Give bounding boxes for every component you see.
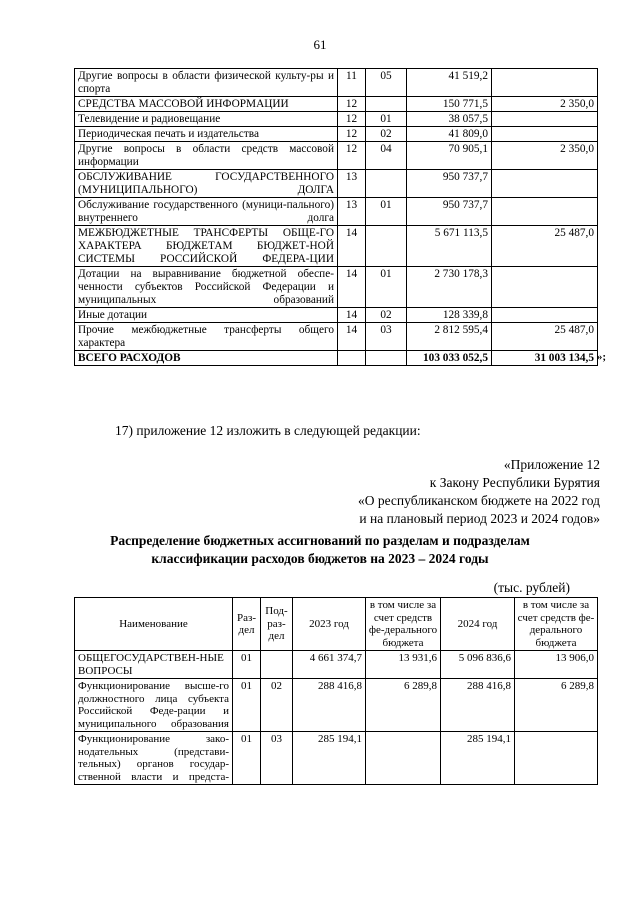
row-name: ОБСЛУЖИВАНИЕ ГОСУДАРСТВЕННОГО (МУНИЦИПАЛЬНОГО) ДОЛГА <box>75 170 338 198</box>
row-razdel: 12 <box>338 112 366 127</box>
table-row <box>75 732 598 785</box>
header-row <box>75 598 598 651</box>
row-federal <box>492 267 598 308</box>
total-amount: 103 033 052,5 <box>407 351 492 366</box>
row-name: МЕЖБЮДЖЕТНЫЕ ТРАНСФЕРТЫ ОБЩЕ-ГО ХАРАКТЕРА БЮДЖЕТАМ БЮДЖЕТ-НОЙ СИСТЕМЫ РОССИЙСКОЙ ФЕДЕРА-ЦИИ <box>75 226 338 267</box>
row-razdel: 01 <box>233 679 261 732</box>
row-amount: 128 339,8 <box>407 308 492 323</box>
row-name: Иные дотации <box>75 308 338 323</box>
row-amount: 950 737,7 <box>407 198 492 226</box>
title-line: Распределение бюджетных ассигнований по разделам и подразделам <box>110 533 530 548</box>
header-2023: 2023 год <box>293 598 366 651</box>
appendix-line: «О республиканском бюджете на 2022 год <box>357 493 600 508</box>
row-name: Дотации на выравнивание бюджетной обеспе-ченности субъектов Российской Федерации и муниципальных образований <box>75 267 338 308</box>
table-row <box>75 142 598 170</box>
row-name: Функционирование зако-нодательных (представи-тельных) органов государ-ственной власти и предста- <box>75 732 233 785</box>
title-line: классификации расходов бюджетов на 2023 – 2024 годы <box>151 551 489 566</box>
row-amount: 70 905,1 <box>407 142 492 170</box>
table-row <box>75 69 598 97</box>
row-name: Другие вопросы в области физической культу-ры и спорта <box>75 69 338 97</box>
units-label: (тыс. рублей) <box>493 580 570 595</box>
row-name: Прочие межбюджетные трансферты общего характера <box>75 323 338 351</box>
row-federal <box>492 112 598 127</box>
header-podrazdel: Под-раз-дел <box>261 598 293 651</box>
row-2024: 285 194,1 <box>441 732 515 785</box>
row-federal: 25 487,0 <box>492 226 598 267</box>
row-name: СРЕДСТВА МАССОВОЙ ИНФОРМАЦИИ <box>75 97 338 112</box>
page-number: 61 <box>313 37 327 52</box>
row-razdel: 14 <box>338 308 366 323</box>
header-federal-2024: в том числе за счет средств фе-дерального бюджета <box>515 598 598 651</box>
row-name: ОБЩЕГОСУДАРСТВЕН-НЫЕ ВОПРОСЫ <box>75 651 233 679</box>
row-razdel: 01 <box>233 732 261 785</box>
table-row <box>75 198 598 226</box>
row-podrazdel: 03 <box>261 732 293 785</box>
row-razdel: 14 <box>338 226 366 267</box>
row-federal <box>492 127 598 142</box>
row-razdel: 13 <box>338 198 366 226</box>
row-podrazdel: 05 <box>366 69 407 97</box>
table-row <box>75 679 598 732</box>
row-razdel: 14 <box>338 267 366 308</box>
row-federal: 2 350,0 <box>492 142 598 170</box>
row-razdel: 12 <box>338 127 366 142</box>
row-podrazdel <box>366 97 407 112</box>
row-podrazdel: 03 <box>366 323 407 351</box>
row-amount: 150 771,5 <box>407 97 492 112</box>
row-name: Другие вопросы в области средств массовой информации <box>75 142 338 170</box>
row-federal: 25 487,0 <box>492 323 598 351</box>
row-podrazdel: 02 <box>366 127 407 142</box>
row-federal-2023: 13 931,6 <box>366 651 441 679</box>
appendix-line: и на плановый период 2023 и 2024 годов» <box>359 511 600 526</box>
header-federal-2023: в том числе за счет средств фе-дерального бюджета <box>366 598 441 651</box>
row-name: Функционирование высше-го должностного лица субъекта Российской Феде-рации и муниципального образования <box>75 679 233 732</box>
table-row <box>75 170 598 198</box>
row-podrazdel: 04 <box>366 142 407 170</box>
row-2024: 5 096 836,6 <box>441 651 515 679</box>
document-title <box>0 532 640 568</box>
row-amount: 41 809,0 <box>407 127 492 142</box>
total-razdel-empty <box>338 351 366 366</box>
row-podrazdel: 01 <box>366 112 407 127</box>
row-2024: 288 416,8 <box>441 679 515 732</box>
row-federal <box>492 308 598 323</box>
total-federal-cell <box>492 351 606 366</box>
table-row <box>75 651 598 679</box>
row-name: Обслуживание государственного (муници-пального) внутреннего долга <box>75 198 338 226</box>
table-row <box>75 323 598 351</box>
row-razdel: 12 <box>338 142 366 170</box>
row-federal <box>492 198 598 226</box>
appendix-header <box>358 456 600 528</box>
row-amount: 950 737,7 <box>407 170 492 198</box>
row-podrazdel: 02 <box>261 679 293 732</box>
table-row <box>75 97 598 112</box>
total-podrazdel-empty <box>366 351 407 366</box>
table-row <box>75 308 598 323</box>
row-podrazdel: 02 <box>366 308 407 323</box>
row-federal-2024: 6 289,8 <box>515 679 598 732</box>
row-podrazdel <box>261 651 293 679</box>
row-podrazdel: 01 <box>366 267 407 308</box>
row-amount: 2 730 178,3 <box>407 267 492 308</box>
closing-quote: »; <box>596 351 606 363</box>
amendment-item-17: 17) приложение 12 изложить в следующей редакции: <box>115 423 421 438</box>
appendix-line: «Приложение 12 <box>503 457 600 472</box>
row-razdel: 14 <box>338 323 366 351</box>
row-podrazdel <box>366 170 407 198</box>
allocation-table <box>74 597 598 785</box>
total-label: ВСЕГО РАСХОДОВ <box>75 351 338 366</box>
row-federal-2024 <box>515 732 598 785</box>
row-amount: 2 812 595,4 <box>407 323 492 351</box>
row-razdel: 01 <box>233 651 261 679</box>
row-razdel: 13 <box>338 170 366 198</box>
total-federal: 31 003 134,5 <box>534 352 594 364</box>
table-row <box>75 226 598 267</box>
row-amount: 41 519,2 <box>407 69 492 97</box>
header-name: Наименование <box>75 598 233 651</box>
row-amount: 5 671 113,5 <box>407 226 492 267</box>
row-name: Телевидение и радиовещание <box>75 112 338 127</box>
header-razdel: Раз-дел <box>233 598 261 651</box>
row-podrazdel: 01 <box>366 198 407 226</box>
row-podrazdel <box>366 226 407 267</box>
table-row <box>75 267 598 308</box>
row-federal <box>492 170 598 198</box>
row-razdel: 12 <box>338 97 366 112</box>
row-name: Периодическая печать и издательства <box>75 127 338 142</box>
row-federal-2024: 13 906,0 <box>515 651 598 679</box>
total-row <box>75 351 598 366</box>
row-amount: 38 057,5 <box>407 112 492 127</box>
row-2023: 4 661 374,7 <box>293 651 366 679</box>
row-federal-2023 <box>366 732 441 785</box>
table-row <box>75 112 598 127</box>
row-federal-2023: 6 289,8 <box>366 679 441 732</box>
table-row <box>75 127 598 142</box>
row-federal <box>492 69 598 97</box>
appendix-line: к Закону Республики Бурятия <box>429 475 600 490</box>
row-federal: 2 350,0 <box>492 97 598 112</box>
row-razdel: 11 <box>338 69 366 97</box>
header-2024: 2024 год <box>441 598 515 651</box>
row-2023: 288 416,8 <box>293 679 366 732</box>
expenses-table-continued <box>74 68 606 366</box>
row-2023: 285 194,1 <box>293 732 366 785</box>
